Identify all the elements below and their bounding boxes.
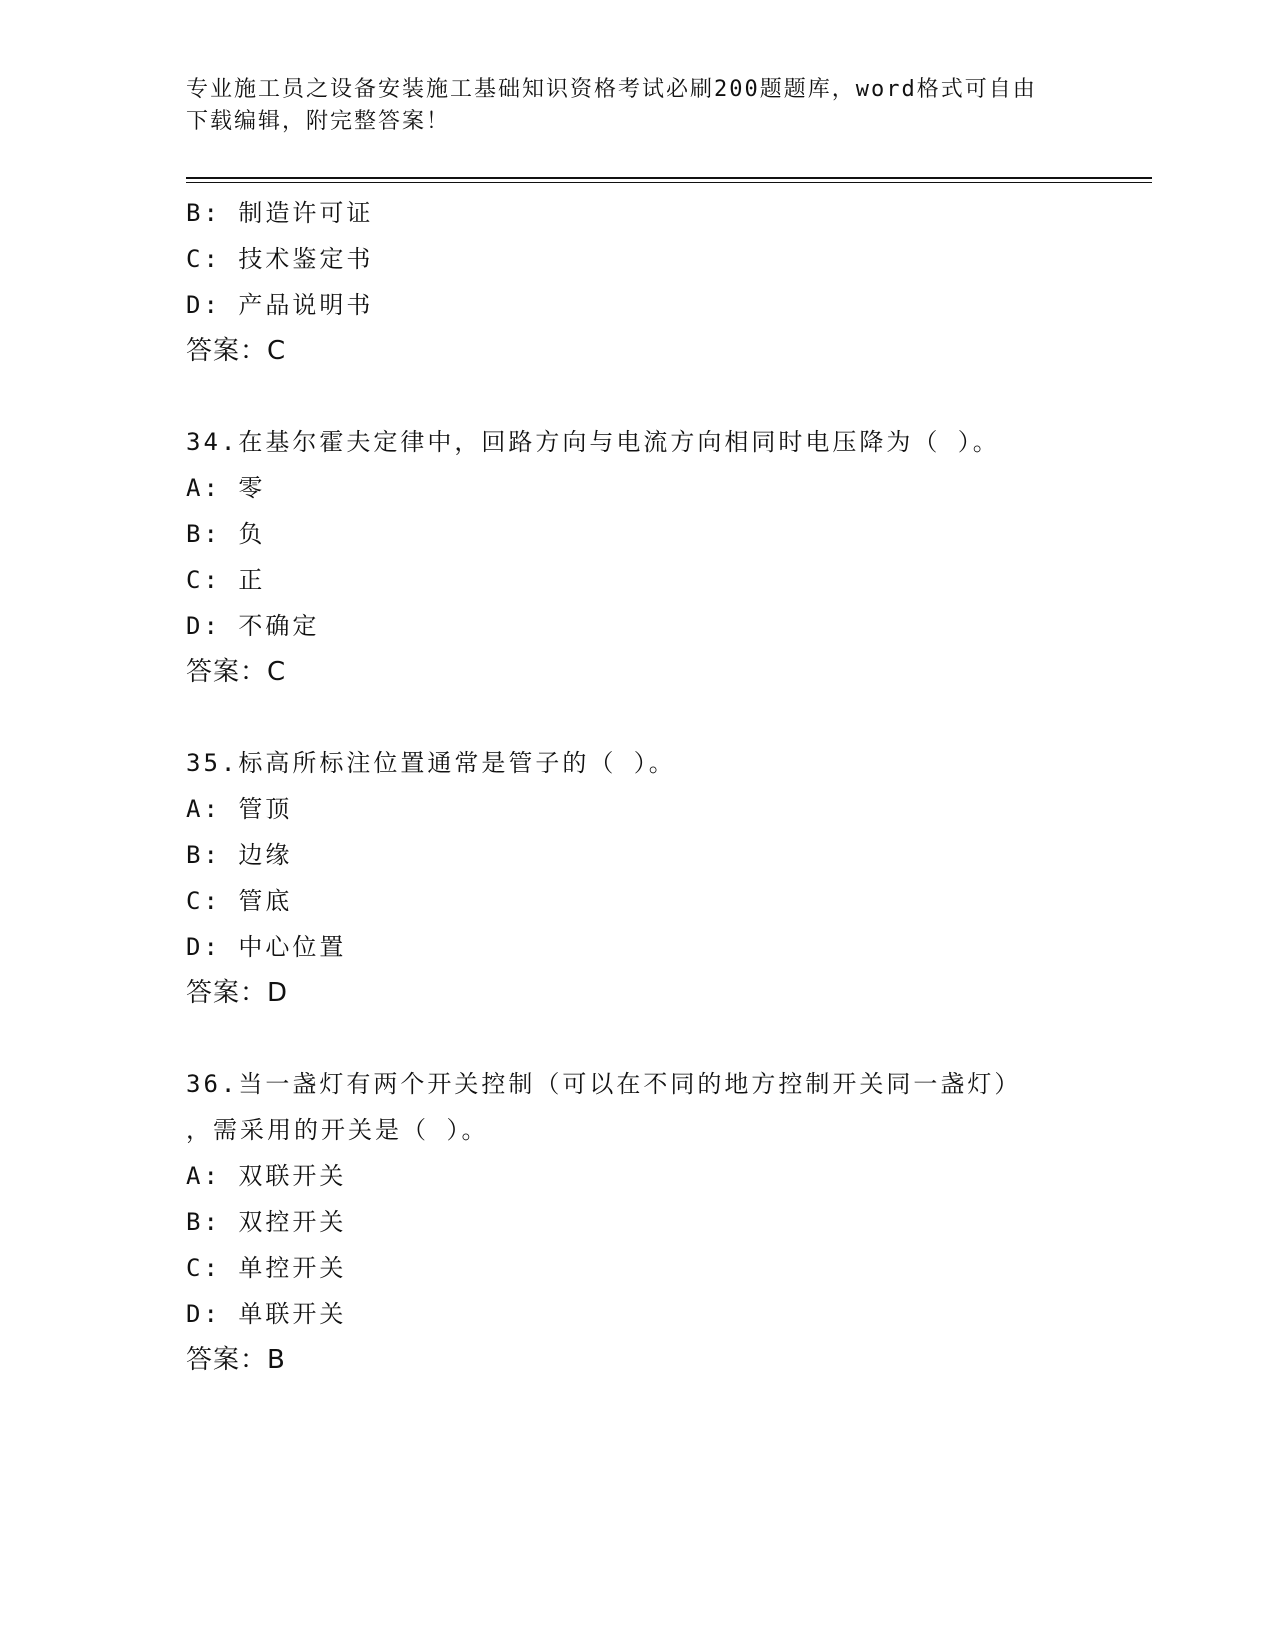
- header-divider-thick: [186, 177, 1152, 179]
- option-b: B: 边缘: [186, 841, 293, 869]
- question-36: [186, 1061, 1086, 1383]
- spacer: [186, 1016, 1086, 1061]
- question-text: 34.在基尔霍夫定律中，回路方向与电流方向相同时电压降为（ ）。: [186, 428, 1000, 456]
- header-title-line-2: 下载编辑，附完整答案！: [186, 109, 451, 134]
- option-c: C: 正: [186, 566, 266, 594]
- question-text-line-1: 36.当一盏灯有两个开关控制（可以在不同的地方控制开关同一盏灯）: [186, 1070, 1022, 1098]
- spacer: [186, 695, 1086, 740]
- option-b: B: 制造许可证: [186, 199, 374, 227]
- question-list: [186, 190, 1086, 1383]
- option-b: B: 负: [186, 520, 266, 548]
- answer: 答案：D: [186, 978, 289, 1008]
- answer: 答案：B: [186, 1345, 286, 1375]
- header-title-line-1: 专业施工员之设备安装施工基础知识资格考试必刷200题题库，word格式可自由: [186, 77, 1037, 102]
- answer: 答案：C: [186, 657, 287, 687]
- spacer: [186, 374, 1086, 419]
- option-d: D: 中心位置: [186, 933, 347, 961]
- question-35: [186, 740, 1086, 1016]
- option-a: A: 双联开关: [186, 1162, 347, 1190]
- option-d: D: 产品说明书: [186, 291, 374, 319]
- option-d: D: 单联开关: [186, 1300, 347, 1328]
- option-d: D: 不确定: [186, 612, 320, 640]
- question-text: 35.标高所标注位置通常是管子的（ ）。: [186, 749, 676, 777]
- option-c: C: 单控开关: [186, 1254, 347, 1282]
- option-a: A: 零: [186, 474, 266, 502]
- document-header: [186, 74, 1066, 138]
- option-a: A: 管顶: [186, 795, 293, 823]
- header-divider-thin: [186, 182, 1152, 183]
- question-34: [186, 419, 1086, 695]
- option-c: C: 技术鉴定书: [186, 245, 374, 273]
- option-c: C: 管底: [186, 887, 293, 915]
- option-b: B: 双控开关: [186, 1208, 347, 1236]
- question-text-line-2: ，需采用的开关是（ ）。: [186, 1116, 489, 1144]
- answer: 答案：C: [186, 336, 287, 366]
- question-33: [186, 190, 1086, 374]
